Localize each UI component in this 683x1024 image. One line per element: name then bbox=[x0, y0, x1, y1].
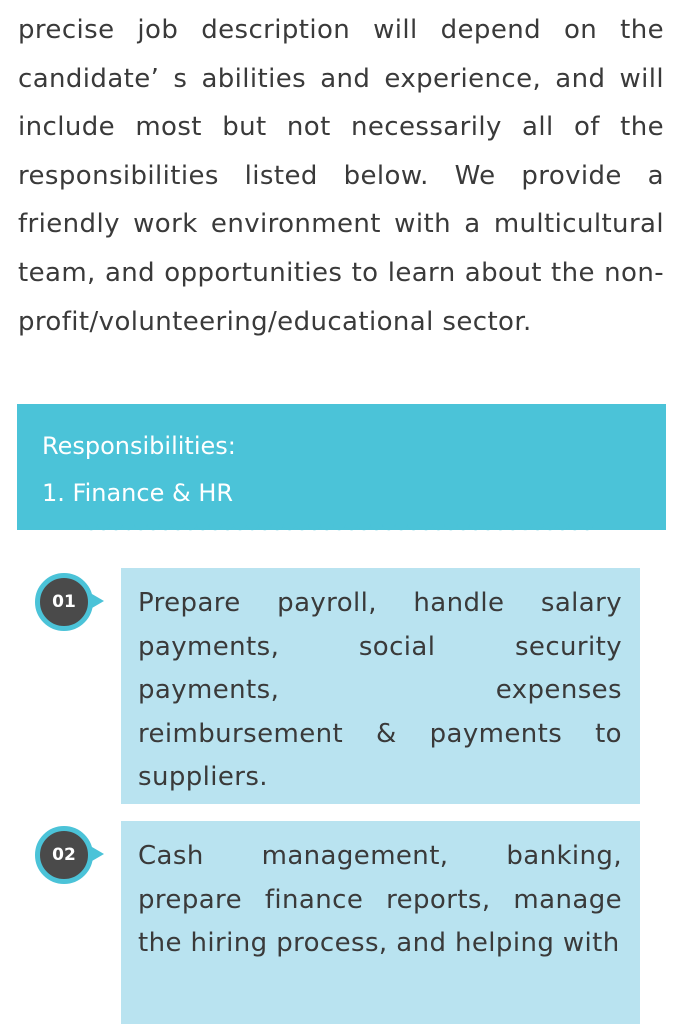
responsibility-text: Cash management, banking, prepare finance reports, manage the hiring process, and helping with bbox=[138, 841, 622, 959]
wave-divider bbox=[85, 520, 598, 534]
item-number-badge: 01 bbox=[35, 573, 93, 631]
section-subtitle: 1. Finance & HR bbox=[42, 479, 234, 507]
responsibility-card bbox=[121, 568, 640, 804]
badge-pointer-icon bbox=[92, 594, 104, 608]
responsibility-text: Prepare payroll, handle salary payments, social security payments, expenses reimbursement & payments to suppliers. bbox=[138, 588, 622, 793]
item-number-badge: 02 bbox=[35, 826, 93, 884]
badge-pointer-icon bbox=[92, 847, 104, 861]
section-banner bbox=[17, 404, 666, 530]
responsibility-card bbox=[121, 821, 640, 1024]
section-title: Responsibilities: bbox=[42, 432, 236, 460]
intro-paragraph: precise job description will depend on the candidate’ s abilities and experience, and will include most but not necessarily all of the responsibilities listed below. We provide a friendly work environment with a multicultural team, and opportunities to learn about the non-profit/volunteering/educational sector. bbox=[18, 15, 664, 337]
